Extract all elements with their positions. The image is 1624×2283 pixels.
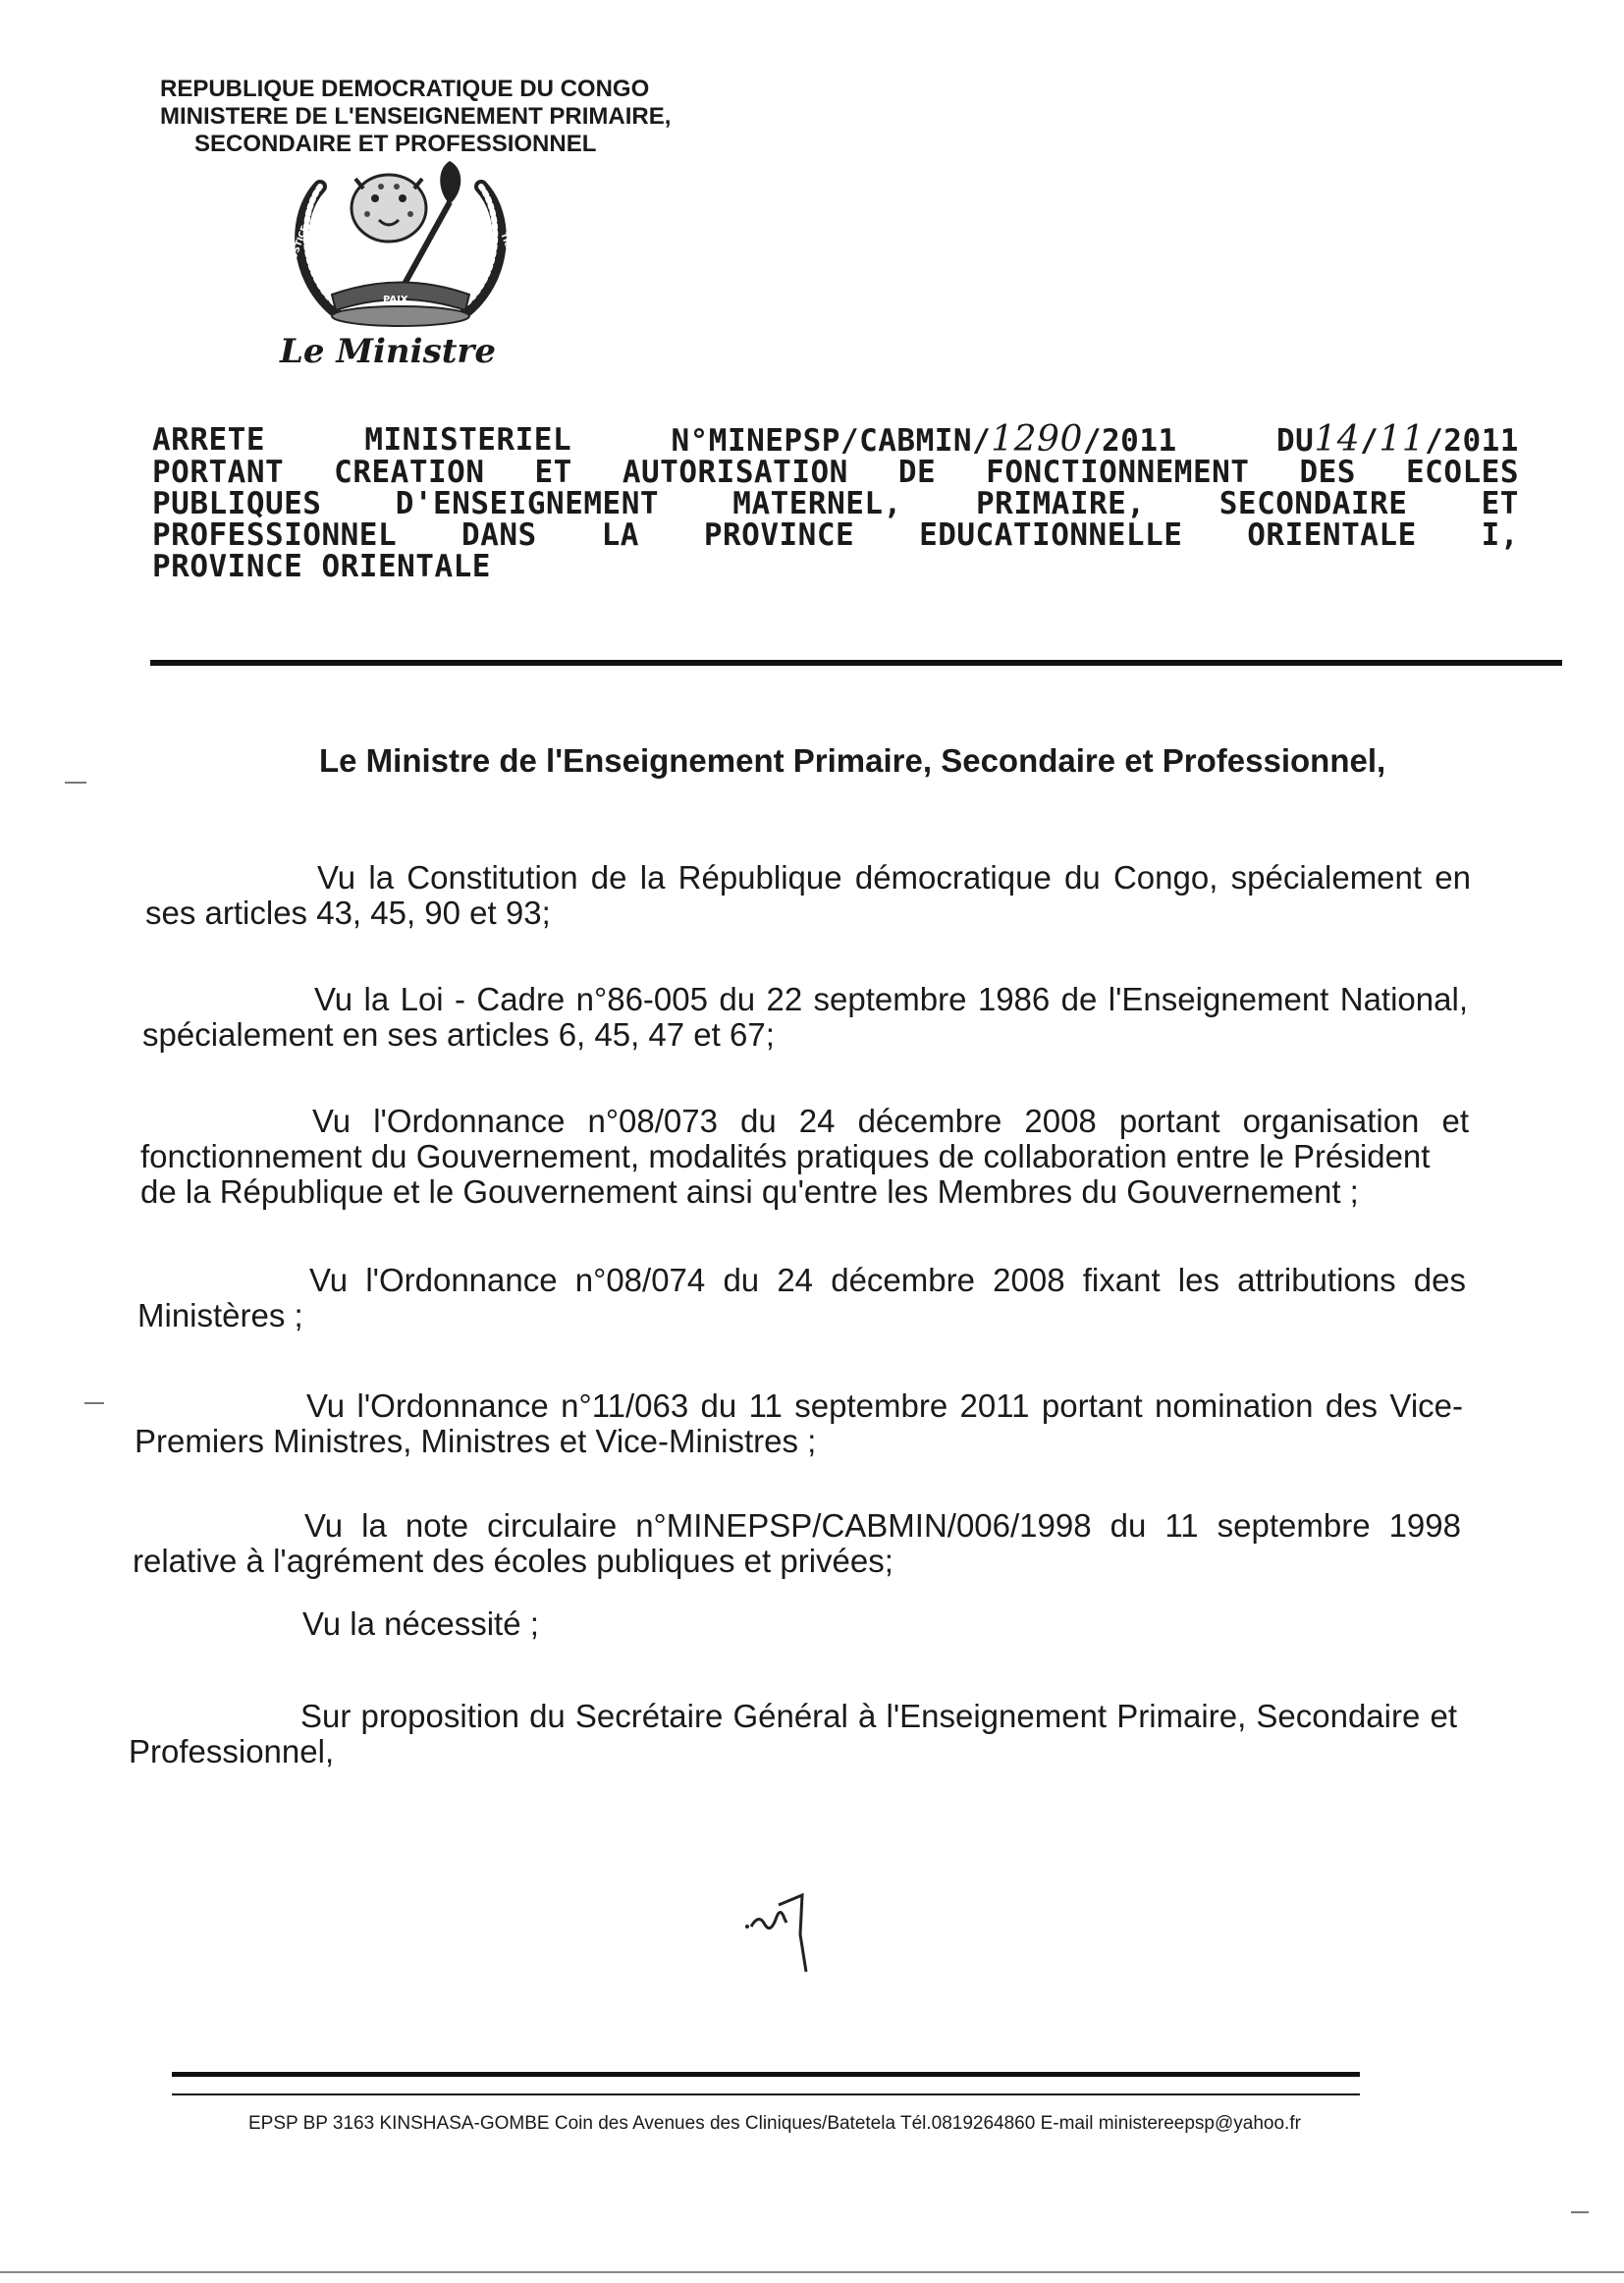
svg-text:TRAVAIL: TRAVAIL	[498, 231, 521, 274]
title-line-5: PROVINCE ORIENTALE	[152, 549, 491, 584]
scan-mark	[84, 1402, 104, 1404]
paragraph-ordonnance-08-073: Vu l'Ordonnance n°08/073 du 24 décembre 2008 portant organisation et fonctionnement du Gouvernement, modalités pratiques de collaboration entre le Président de la République et le Gouvernement ainsi qu'entre les Membres du Gouvernement ;	[140, 1103, 1469, 1210]
paraphe-icon	[741, 1893, 830, 1982]
coat-of-arms-icon	[273, 147, 528, 329]
svg-text:PAIX: PAIX	[383, 295, 408, 305]
svg-text:JUSTICE: JUSTICE	[288, 224, 311, 265]
scan-mark	[1571, 2211, 1589, 2213]
decree-number-handwritten: 1290	[991, 419, 1083, 460]
paragraph-loi-cadre: Vu la Loi - Cadre n°86-005 du 22 septembre 1986 de l'Enseignement National, spécialement en ses articles 6, 45, 47 et 67;	[142, 981, 1468, 1053]
title-line-1: ARRETE MINISTERIEL N°MINEPSP/CABMIN/1290/2011 DU14/11/2011	[152, 419, 1519, 460]
decree-day-handwritten: 14	[1314, 419, 1361, 460]
scan-mark	[65, 782, 86, 784]
coat-of-arms-emblem	[273, 147, 528, 329]
le-ministre-mark: Le Ministre	[280, 332, 496, 371]
footer-rule-thin	[172, 2093, 1360, 2095]
paragraph-note-circulaire: Vu la note circulaire n°MINEPSP/CABMIN/006/1998 du 11 septembre 1998 relative à l'agrément des écoles publiques et privées;	[133, 1507, 1461, 1579]
title-divider	[150, 660, 1562, 666]
letterhead-line-2: MINISTERE DE L'ENSEIGNEMENT PRIMAIRE,	[160, 103, 672, 130]
initials-signature	[741, 1893, 830, 1982]
title-line-4: PROFESSIONNEL DANS LA PROVINCE EDUCATIONNELLE ORIENTALE I,	[152, 517, 1519, 553]
decree-month-handwritten: 11	[1379, 419, 1426, 460]
paragraph-ordonnance-08-074: Vu l'Ordonnance n°08/074 du 24 décembre 2008 fixant les attributions des Ministères ;	[137, 1262, 1466, 1333]
paragraph-constitution: Vu la Constitution de la République démocratique du Congo, spécialement en ses articles 43, 45, 90 et 93;	[145, 859, 1471, 931]
footer-address: EPSP BP 3163 KINSHASA-GOMBE Coin des Avenues des Cliniques/Batetela Tél.0819264860 E-mail ministereepsp@yahoo.fr	[248, 2113, 1301, 2134]
footer-rule-thick	[172, 2072, 1360, 2077]
decree-title	[152, 419, 1519, 584]
page-edge-line	[0, 2271, 1624, 2273]
letterhead-line-3: SECONDAIRE ET PROFESSIONNEL	[194, 131, 597, 157]
paragraph-ordonnance-11-063: Vu l'Ordonnance n°11/063 du 11 septembre 2011 portant nomination des Vice- Premiers Ministres, Ministres et Vice-Ministres ;	[135, 1387, 1463, 1459]
paragraph-proposition: Sur proposition du Secrétaire Général à l'Enseignement Primaire, Secondaire et Professionnel,	[129, 1698, 1457, 1769]
letterhead-line-1: REPUBLIQUE DEMOCRATIQUE DU CONGO	[160, 76, 650, 102]
minister-heading: Le Ministre de l'Enseignement Primaire, Secondaire et Professionnel,	[319, 742, 1386, 779]
paragraph-necessite: Vu la nécessité ;	[302, 1605, 539, 1642]
title-line-2: PORTANT CREATION ET AUTORISATION DE FONCTIONNEMENT DES ECOLES	[152, 455, 1519, 490]
title-line-3: PUBLIQUES D'ENSEIGNEMENT MATERNEL, PRIMAIRE, SECONDAIRE ET	[152, 486, 1519, 521]
